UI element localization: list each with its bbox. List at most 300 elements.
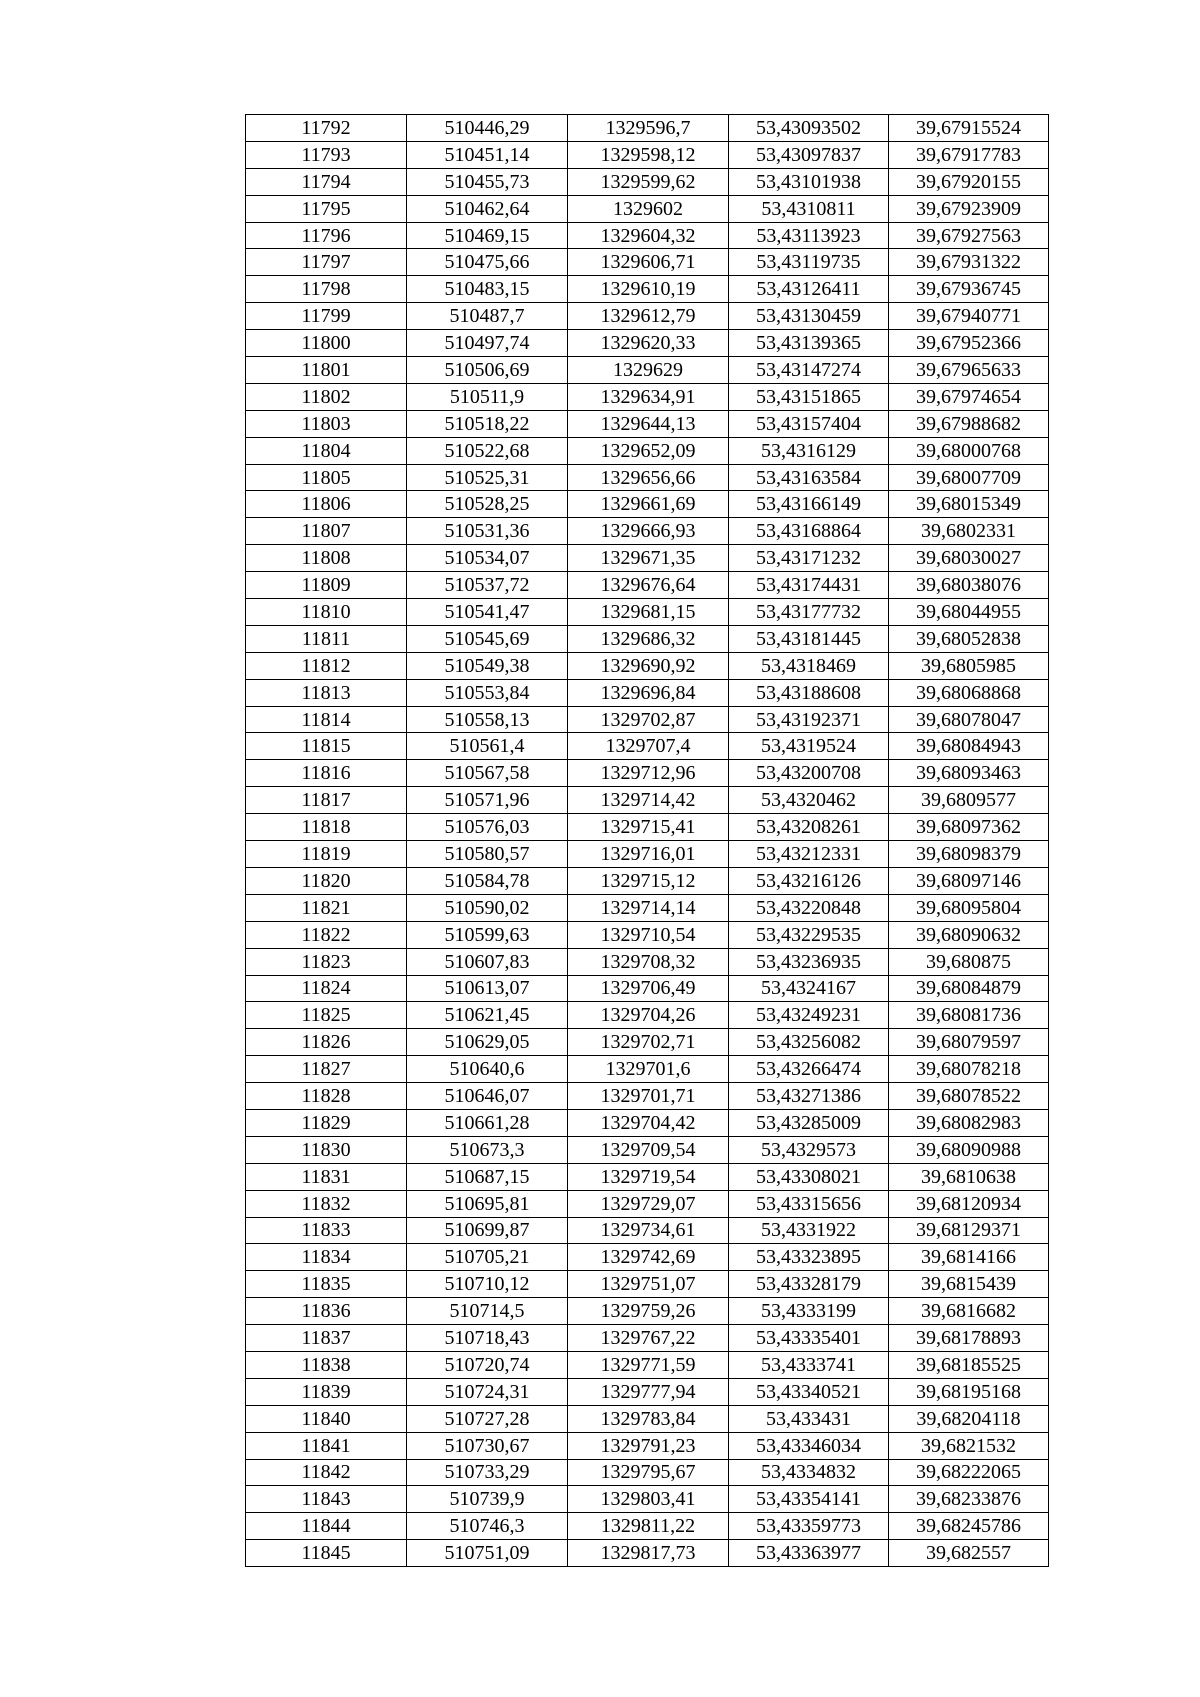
x-coordinate-cell: 510541,47 bbox=[407, 599, 568, 626]
point-number-cell: 11798 bbox=[246, 276, 407, 303]
point-number-cell: 11795 bbox=[246, 195, 407, 222]
longitude-cell: 39,67940771 bbox=[889, 303, 1049, 330]
longitude-cell: 39,6809577 bbox=[889, 787, 1049, 814]
table-row bbox=[246, 1432, 1049, 1459]
x-coordinate-cell: 510534,07 bbox=[407, 545, 568, 572]
point-number-cell: 11845 bbox=[246, 1540, 407, 1567]
x-coordinate-cell: 510451,14 bbox=[407, 141, 568, 168]
table-row bbox=[246, 383, 1049, 410]
x-coordinate-cell: 510522,68 bbox=[407, 437, 568, 464]
point-number-cell: 11826 bbox=[246, 1029, 407, 1056]
x-coordinate-cell: 510545,69 bbox=[407, 625, 568, 652]
longitude-cell: 39,67988682 bbox=[889, 410, 1049, 437]
table-row bbox=[246, 867, 1049, 894]
x-coordinate-cell: 510751,09 bbox=[407, 1540, 568, 1567]
table-row bbox=[246, 141, 1049, 168]
table-row bbox=[246, 1325, 1049, 1352]
y-coordinate-cell: 1329767,22 bbox=[568, 1325, 729, 1352]
point-number-cell: 11802 bbox=[246, 383, 407, 410]
point-number-cell: 11810 bbox=[246, 599, 407, 626]
point-number-cell: 11833 bbox=[246, 1217, 407, 1244]
point-number-cell: 11806 bbox=[246, 491, 407, 518]
x-coordinate-cell: 510558,13 bbox=[407, 706, 568, 733]
longitude-cell: 39,68222065 bbox=[889, 1459, 1049, 1486]
y-coordinate-cell: 1329620,33 bbox=[568, 330, 729, 357]
table-row bbox=[246, 1298, 1049, 1325]
y-coordinate-cell: 1329704,26 bbox=[568, 1002, 729, 1029]
y-coordinate-cell: 1329712,96 bbox=[568, 760, 729, 787]
longitude-cell: 39,6816682 bbox=[889, 1298, 1049, 1325]
x-coordinate-cell: 510646,07 bbox=[407, 1083, 568, 1110]
table-row bbox=[246, 1217, 1049, 1244]
table-row bbox=[246, 1271, 1049, 1298]
point-number-cell: 11808 bbox=[246, 545, 407, 572]
latitude-cell: 53,43139365 bbox=[729, 330, 889, 357]
table-row bbox=[246, 894, 1049, 921]
latitude-cell: 53,43266474 bbox=[729, 1056, 889, 1083]
y-coordinate-cell: 1329719,54 bbox=[568, 1163, 729, 1190]
latitude-cell: 53,43346034 bbox=[729, 1432, 889, 1459]
longitude-cell: 39,68120934 bbox=[889, 1190, 1049, 1217]
latitude-cell: 53,43256082 bbox=[729, 1029, 889, 1056]
latitude-cell: 53,43147274 bbox=[729, 357, 889, 384]
x-coordinate-cell: 510553,84 bbox=[407, 679, 568, 706]
y-coordinate-cell: 1329606,71 bbox=[568, 249, 729, 276]
point-number-cell: 11834 bbox=[246, 1244, 407, 1271]
table-row bbox=[246, 1378, 1049, 1405]
latitude-cell: 53,4324167 bbox=[729, 975, 889, 1002]
x-coordinate-cell: 510607,83 bbox=[407, 948, 568, 975]
latitude-cell: 53,43188608 bbox=[729, 679, 889, 706]
point-number-cell: 11831 bbox=[246, 1163, 407, 1190]
y-coordinate-cell: 1329710,54 bbox=[568, 921, 729, 948]
y-coordinate-cell: 1329716,01 bbox=[568, 841, 729, 868]
longitude-cell: 39,6814166 bbox=[889, 1244, 1049, 1271]
point-number-cell: 11820 bbox=[246, 867, 407, 894]
table-row bbox=[246, 437, 1049, 464]
table-row bbox=[246, 1405, 1049, 1432]
y-coordinate-cell: 1329599,62 bbox=[568, 168, 729, 195]
longitude-cell: 39,680875 bbox=[889, 948, 1049, 975]
latitude-cell: 53,43174431 bbox=[729, 572, 889, 599]
y-coordinate-cell: 1329715,12 bbox=[568, 867, 729, 894]
latitude-cell: 53,43308021 bbox=[729, 1163, 889, 1190]
x-coordinate-cell: 510571,96 bbox=[407, 787, 568, 814]
y-coordinate-cell: 1329681,15 bbox=[568, 599, 729, 626]
latitude-cell: 53,43328179 bbox=[729, 1271, 889, 1298]
point-number-cell: 11812 bbox=[246, 652, 407, 679]
coordinates-table bbox=[245, 114, 1049, 1567]
latitude-cell: 53,43168864 bbox=[729, 518, 889, 545]
latitude-cell: 53,4318469 bbox=[729, 652, 889, 679]
latitude-cell: 53,433431 bbox=[729, 1405, 889, 1432]
longitude-cell: 39,68090988 bbox=[889, 1136, 1049, 1163]
table-row bbox=[246, 276, 1049, 303]
y-coordinate-cell: 1329666,93 bbox=[568, 518, 729, 545]
x-coordinate-cell: 510531,36 bbox=[407, 518, 568, 545]
longitude-cell: 39,68078047 bbox=[889, 706, 1049, 733]
y-coordinate-cell: 1329644,13 bbox=[568, 410, 729, 437]
table-row bbox=[246, 1244, 1049, 1271]
latitude-cell: 53,43097837 bbox=[729, 141, 889, 168]
x-coordinate-cell: 510705,21 bbox=[407, 1244, 568, 1271]
table-row bbox=[246, 115, 1049, 142]
point-number-cell: 11822 bbox=[246, 921, 407, 948]
longitude-cell: 39,68090632 bbox=[889, 921, 1049, 948]
point-number-cell: 11809 bbox=[246, 572, 407, 599]
table-row bbox=[246, 1056, 1049, 1083]
table-row bbox=[246, 841, 1049, 868]
table-row bbox=[246, 787, 1049, 814]
longitude-cell: 39,68098379 bbox=[889, 841, 1049, 868]
point-number-cell: 11803 bbox=[246, 410, 407, 437]
table-row bbox=[246, 195, 1049, 222]
table-row bbox=[246, 1513, 1049, 1540]
y-coordinate-cell: 1329656,66 bbox=[568, 464, 729, 491]
table-row bbox=[246, 357, 1049, 384]
point-number-cell: 11801 bbox=[246, 357, 407, 384]
longitude-cell: 39,68084943 bbox=[889, 733, 1049, 760]
x-coordinate-cell: 510710,12 bbox=[407, 1271, 568, 1298]
point-number-cell: 11835 bbox=[246, 1271, 407, 1298]
y-coordinate-cell: 1329604,32 bbox=[568, 222, 729, 249]
x-coordinate-cell: 510687,15 bbox=[407, 1163, 568, 1190]
table-row bbox=[246, 464, 1049, 491]
y-coordinate-cell: 1329634,91 bbox=[568, 383, 729, 410]
x-coordinate-cell: 510537,72 bbox=[407, 572, 568, 599]
point-number-cell: 11792 bbox=[246, 115, 407, 142]
longitude-cell: 39,68081736 bbox=[889, 1002, 1049, 1029]
latitude-cell: 53,43271386 bbox=[729, 1083, 889, 1110]
y-coordinate-cell: 1329610,19 bbox=[568, 276, 729, 303]
table-row bbox=[246, 1486, 1049, 1513]
latitude-cell: 53,43335401 bbox=[729, 1325, 889, 1352]
latitude-cell: 53,43181445 bbox=[729, 625, 889, 652]
point-number-cell: 11828 bbox=[246, 1083, 407, 1110]
point-number-cell: 11815 bbox=[246, 733, 407, 760]
latitude-cell: 53,43212331 bbox=[729, 841, 889, 868]
longitude-cell: 39,68084879 bbox=[889, 975, 1049, 1002]
latitude-cell: 53,4310811 bbox=[729, 195, 889, 222]
longitude-cell: 39,67927563 bbox=[889, 222, 1049, 249]
latitude-cell: 53,4331922 bbox=[729, 1217, 889, 1244]
longitude-cell: 39,68093463 bbox=[889, 760, 1049, 787]
longitude-cell: 39,68233876 bbox=[889, 1486, 1049, 1513]
x-coordinate-cell: 510549,38 bbox=[407, 652, 568, 679]
longitude-cell: 39,67965633 bbox=[889, 357, 1049, 384]
y-coordinate-cell: 1329598,12 bbox=[568, 141, 729, 168]
latitude-cell: 53,43354141 bbox=[729, 1486, 889, 1513]
table-row bbox=[246, 222, 1049, 249]
x-coordinate-cell: 510497,74 bbox=[407, 330, 568, 357]
point-number-cell: 11816 bbox=[246, 760, 407, 787]
latitude-cell: 53,43220848 bbox=[729, 894, 889, 921]
y-coordinate-cell: 1329751,07 bbox=[568, 1271, 729, 1298]
longitude-cell: 39,68079597 bbox=[889, 1029, 1049, 1056]
x-coordinate-cell: 510673,3 bbox=[407, 1136, 568, 1163]
latitude-cell: 53,43119735 bbox=[729, 249, 889, 276]
y-coordinate-cell: 1329714,14 bbox=[568, 894, 729, 921]
x-coordinate-cell: 510580,57 bbox=[407, 841, 568, 868]
y-coordinate-cell: 1329686,32 bbox=[568, 625, 729, 652]
point-number-cell: 11823 bbox=[246, 948, 407, 975]
y-coordinate-cell: 1329661,69 bbox=[568, 491, 729, 518]
latitude-cell: 53,43113923 bbox=[729, 222, 889, 249]
longitude-cell: 39,67915524 bbox=[889, 115, 1049, 142]
x-coordinate-cell: 510727,28 bbox=[407, 1405, 568, 1432]
point-number-cell: 11799 bbox=[246, 303, 407, 330]
longitude-cell: 39,67936745 bbox=[889, 276, 1049, 303]
latitude-cell: 53,4333199 bbox=[729, 1298, 889, 1325]
point-number-cell: 11839 bbox=[246, 1378, 407, 1405]
table-row bbox=[246, 1083, 1049, 1110]
point-number-cell: 11827 bbox=[246, 1056, 407, 1083]
point-number-cell: 11829 bbox=[246, 1109, 407, 1136]
point-number-cell: 11811 bbox=[246, 625, 407, 652]
x-coordinate-cell: 510525,31 bbox=[407, 464, 568, 491]
y-coordinate-cell: 1329690,92 bbox=[568, 652, 729, 679]
x-coordinate-cell: 510621,45 bbox=[407, 1002, 568, 1029]
table-row bbox=[246, 921, 1049, 948]
point-number-cell: 11804 bbox=[246, 437, 407, 464]
longitude-cell: 39,6821532 bbox=[889, 1432, 1049, 1459]
y-coordinate-cell: 1329671,35 bbox=[568, 545, 729, 572]
x-coordinate-cell: 510718,43 bbox=[407, 1325, 568, 1352]
x-coordinate-cell: 510629,05 bbox=[407, 1029, 568, 1056]
point-number-cell: 11807 bbox=[246, 518, 407, 545]
latitude-cell: 53,43216126 bbox=[729, 867, 889, 894]
table-row bbox=[246, 652, 1049, 679]
point-number-cell: 11830 bbox=[246, 1136, 407, 1163]
y-coordinate-cell: 1329704,42 bbox=[568, 1109, 729, 1136]
y-coordinate-cell: 1329706,49 bbox=[568, 975, 729, 1002]
point-number-cell: 11813 bbox=[246, 679, 407, 706]
latitude-cell: 53,43208261 bbox=[729, 814, 889, 841]
x-coordinate-cell: 510724,31 bbox=[407, 1378, 568, 1405]
table-row bbox=[246, 168, 1049, 195]
x-coordinate-cell: 510640,6 bbox=[407, 1056, 568, 1083]
longitude-cell: 39,67917783 bbox=[889, 141, 1049, 168]
table-row bbox=[246, 1190, 1049, 1217]
point-number-cell: 11794 bbox=[246, 168, 407, 195]
y-coordinate-cell: 1329652,09 bbox=[568, 437, 729, 464]
longitude-cell: 39,68185525 bbox=[889, 1351, 1049, 1378]
longitude-cell: 39,6805985 bbox=[889, 652, 1049, 679]
latitude-cell: 53,43340521 bbox=[729, 1378, 889, 1405]
latitude-cell: 53,43171232 bbox=[729, 545, 889, 572]
latitude-cell: 53,43192371 bbox=[729, 706, 889, 733]
latitude-cell: 53,4329573 bbox=[729, 1136, 889, 1163]
y-coordinate-cell: 1329811,22 bbox=[568, 1513, 729, 1540]
point-number-cell: 11844 bbox=[246, 1513, 407, 1540]
table-row bbox=[246, 491, 1049, 518]
x-coordinate-cell: 510576,03 bbox=[407, 814, 568, 841]
longitude-cell: 39,68052838 bbox=[889, 625, 1049, 652]
latitude-cell: 53,43101938 bbox=[729, 168, 889, 195]
longitude-cell: 39,68178893 bbox=[889, 1325, 1049, 1352]
y-coordinate-cell: 1329817,73 bbox=[568, 1540, 729, 1567]
point-number-cell: 11819 bbox=[246, 841, 407, 868]
y-coordinate-cell: 1329701,71 bbox=[568, 1083, 729, 1110]
point-number-cell: 11818 bbox=[246, 814, 407, 841]
x-coordinate-cell: 510739,9 bbox=[407, 1486, 568, 1513]
x-coordinate-cell: 510487,7 bbox=[407, 303, 568, 330]
y-coordinate-cell: 1329596,7 bbox=[568, 115, 729, 142]
x-coordinate-cell: 510475,66 bbox=[407, 249, 568, 276]
table-row bbox=[246, 625, 1049, 652]
y-coordinate-cell: 1329707,4 bbox=[568, 733, 729, 760]
point-number-cell: 11825 bbox=[246, 1002, 407, 1029]
table-row bbox=[246, 545, 1049, 572]
point-number-cell: 11843 bbox=[246, 1486, 407, 1513]
table-row bbox=[246, 1351, 1049, 1378]
table-row bbox=[246, 1540, 1049, 1567]
y-coordinate-cell: 1329629 bbox=[568, 357, 729, 384]
longitude-cell: 39,68015349 bbox=[889, 491, 1049, 518]
y-coordinate-cell: 1329795,67 bbox=[568, 1459, 729, 1486]
y-coordinate-cell: 1329696,84 bbox=[568, 679, 729, 706]
point-number-cell: 11800 bbox=[246, 330, 407, 357]
x-coordinate-cell: 510561,4 bbox=[407, 733, 568, 760]
longitude-cell: 39,68007709 bbox=[889, 464, 1049, 491]
x-coordinate-cell: 510720,74 bbox=[407, 1351, 568, 1378]
x-coordinate-cell: 510455,73 bbox=[407, 168, 568, 195]
latitude-cell: 53,43157404 bbox=[729, 410, 889, 437]
table-row bbox=[246, 733, 1049, 760]
table-row bbox=[246, 330, 1049, 357]
longitude-cell: 39,68044955 bbox=[889, 599, 1049, 626]
y-coordinate-cell: 1329734,61 bbox=[568, 1217, 729, 1244]
x-coordinate-cell: 510462,64 bbox=[407, 195, 568, 222]
longitude-cell: 39,67920155 bbox=[889, 168, 1049, 195]
table-row bbox=[246, 1002, 1049, 1029]
longitude-cell: 39,68078522 bbox=[889, 1083, 1049, 1110]
x-coordinate-cell: 510699,87 bbox=[407, 1217, 568, 1244]
x-coordinate-cell: 510469,15 bbox=[407, 222, 568, 249]
table-row bbox=[246, 572, 1049, 599]
table-row bbox=[246, 303, 1049, 330]
latitude-cell: 53,43163584 bbox=[729, 464, 889, 491]
longitude-cell: 39,67974654 bbox=[889, 383, 1049, 410]
latitude-cell: 53,43126411 bbox=[729, 276, 889, 303]
x-coordinate-cell: 510511,9 bbox=[407, 383, 568, 410]
y-coordinate-cell: 1329791,23 bbox=[568, 1432, 729, 1459]
y-coordinate-cell: 1329708,32 bbox=[568, 948, 729, 975]
x-coordinate-cell: 510599,63 bbox=[407, 921, 568, 948]
coordinates-table-body bbox=[246, 115, 1049, 1567]
table-row bbox=[246, 706, 1049, 733]
x-coordinate-cell: 510714,5 bbox=[407, 1298, 568, 1325]
point-number-cell: 11821 bbox=[246, 894, 407, 921]
table-row bbox=[246, 814, 1049, 841]
longitude-cell: 39,68030027 bbox=[889, 545, 1049, 572]
table-row bbox=[246, 760, 1049, 787]
x-coordinate-cell: 510528,25 bbox=[407, 491, 568, 518]
latitude-cell: 53,43363977 bbox=[729, 1540, 889, 1567]
table-row bbox=[246, 410, 1049, 437]
longitude-cell: 39,67923909 bbox=[889, 195, 1049, 222]
y-coordinate-cell: 1329612,79 bbox=[568, 303, 729, 330]
table-row bbox=[246, 1136, 1049, 1163]
table-row bbox=[246, 1459, 1049, 1486]
y-coordinate-cell: 1329702,71 bbox=[568, 1029, 729, 1056]
longitude-cell: 39,6802331 bbox=[889, 518, 1049, 545]
point-number-cell: 11793 bbox=[246, 141, 407, 168]
table-row bbox=[246, 948, 1049, 975]
x-coordinate-cell: 510590,02 bbox=[407, 894, 568, 921]
latitude-cell: 53,43130459 bbox=[729, 303, 889, 330]
point-number-cell: 11805 bbox=[246, 464, 407, 491]
table-row bbox=[246, 679, 1049, 706]
y-coordinate-cell: 1329715,41 bbox=[568, 814, 729, 841]
latitude-cell: 53,43229535 bbox=[729, 921, 889, 948]
y-coordinate-cell: 1329771,59 bbox=[568, 1351, 729, 1378]
x-coordinate-cell: 510446,29 bbox=[407, 115, 568, 142]
latitude-cell: 53,43151865 bbox=[729, 383, 889, 410]
point-number-cell: 11796 bbox=[246, 222, 407, 249]
table-row bbox=[246, 249, 1049, 276]
x-coordinate-cell: 510518,22 bbox=[407, 410, 568, 437]
latitude-cell: 53,43285009 bbox=[729, 1109, 889, 1136]
latitude-cell: 53,4320462 bbox=[729, 787, 889, 814]
longitude-cell: 39,68245786 bbox=[889, 1513, 1049, 1540]
longitude-cell: 39,67952366 bbox=[889, 330, 1049, 357]
y-coordinate-cell: 1329729,07 bbox=[568, 1190, 729, 1217]
table-row bbox=[246, 518, 1049, 545]
table-row bbox=[246, 1163, 1049, 1190]
x-coordinate-cell: 510730,67 bbox=[407, 1432, 568, 1459]
longitude-cell: 39,682557 bbox=[889, 1540, 1049, 1567]
point-number-cell: 11797 bbox=[246, 249, 407, 276]
longitude-cell: 39,68129371 bbox=[889, 1217, 1049, 1244]
y-coordinate-cell: 1329702,87 bbox=[568, 706, 729, 733]
longitude-cell: 39,67931322 bbox=[889, 249, 1049, 276]
point-number-cell: 11837 bbox=[246, 1325, 407, 1352]
latitude-cell: 53,43359773 bbox=[729, 1513, 889, 1540]
y-coordinate-cell: 1329602 bbox=[568, 195, 729, 222]
point-number-cell: 11832 bbox=[246, 1190, 407, 1217]
longitude-cell: 39,68204118 bbox=[889, 1405, 1049, 1432]
x-coordinate-cell: 510483,15 bbox=[407, 276, 568, 303]
point-number-cell: 11841 bbox=[246, 1432, 407, 1459]
table-row bbox=[246, 1029, 1049, 1056]
table-row bbox=[246, 599, 1049, 626]
x-coordinate-cell: 510613,07 bbox=[407, 975, 568, 1002]
x-coordinate-cell: 510695,81 bbox=[407, 1190, 568, 1217]
x-coordinate-cell: 510506,69 bbox=[407, 357, 568, 384]
latitude-cell: 53,43249231 bbox=[729, 1002, 889, 1029]
longitude-cell: 39,6810638 bbox=[889, 1163, 1049, 1190]
longitude-cell: 39,68068868 bbox=[889, 679, 1049, 706]
x-coordinate-cell: 510567,58 bbox=[407, 760, 568, 787]
x-coordinate-cell: 510733,29 bbox=[407, 1459, 568, 1486]
y-coordinate-cell: 1329759,26 bbox=[568, 1298, 729, 1325]
table-row bbox=[246, 1109, 1049, 1136]
longitude-cell: 39,68095804 bbox=[889, 894, 1049, 921]
longitude-cell: 39,68082983 bbox=[889, 1109, 1049, 1136]
latitude-cell: 53,43315656 bbox=[729, 1190, 889, 1217]
y-coordinate-cell: 1329701,6 bbox=[568, 1056, 729, 1083]
latitude-cell: 53,4316129 bbox=[729, 437, 889, 464]
y-coordinate-cell: 1329714,42 bbox=[568, 787, 729, 814]
point-number-cell: 11840 bbox=[246, 1405, 407, 1432]
point-number-cell: 11814 bbox=[246, 706, 407, 733]
longitude-cell: 39,68038076 bbox=[889, 572, 1049, 599]
latitude-cell: 53,4334832 bbox=[729, 1459, 889, 1486]
x-coordinate-cell: 510584,78 bbox=[407, 867, 568, 894]
latitude-cell: 53,43093502 bbox=[729, 115, 889, 142]
longitude-cell: 39,68097362 bbox=[889, 814, 1049, 841]
